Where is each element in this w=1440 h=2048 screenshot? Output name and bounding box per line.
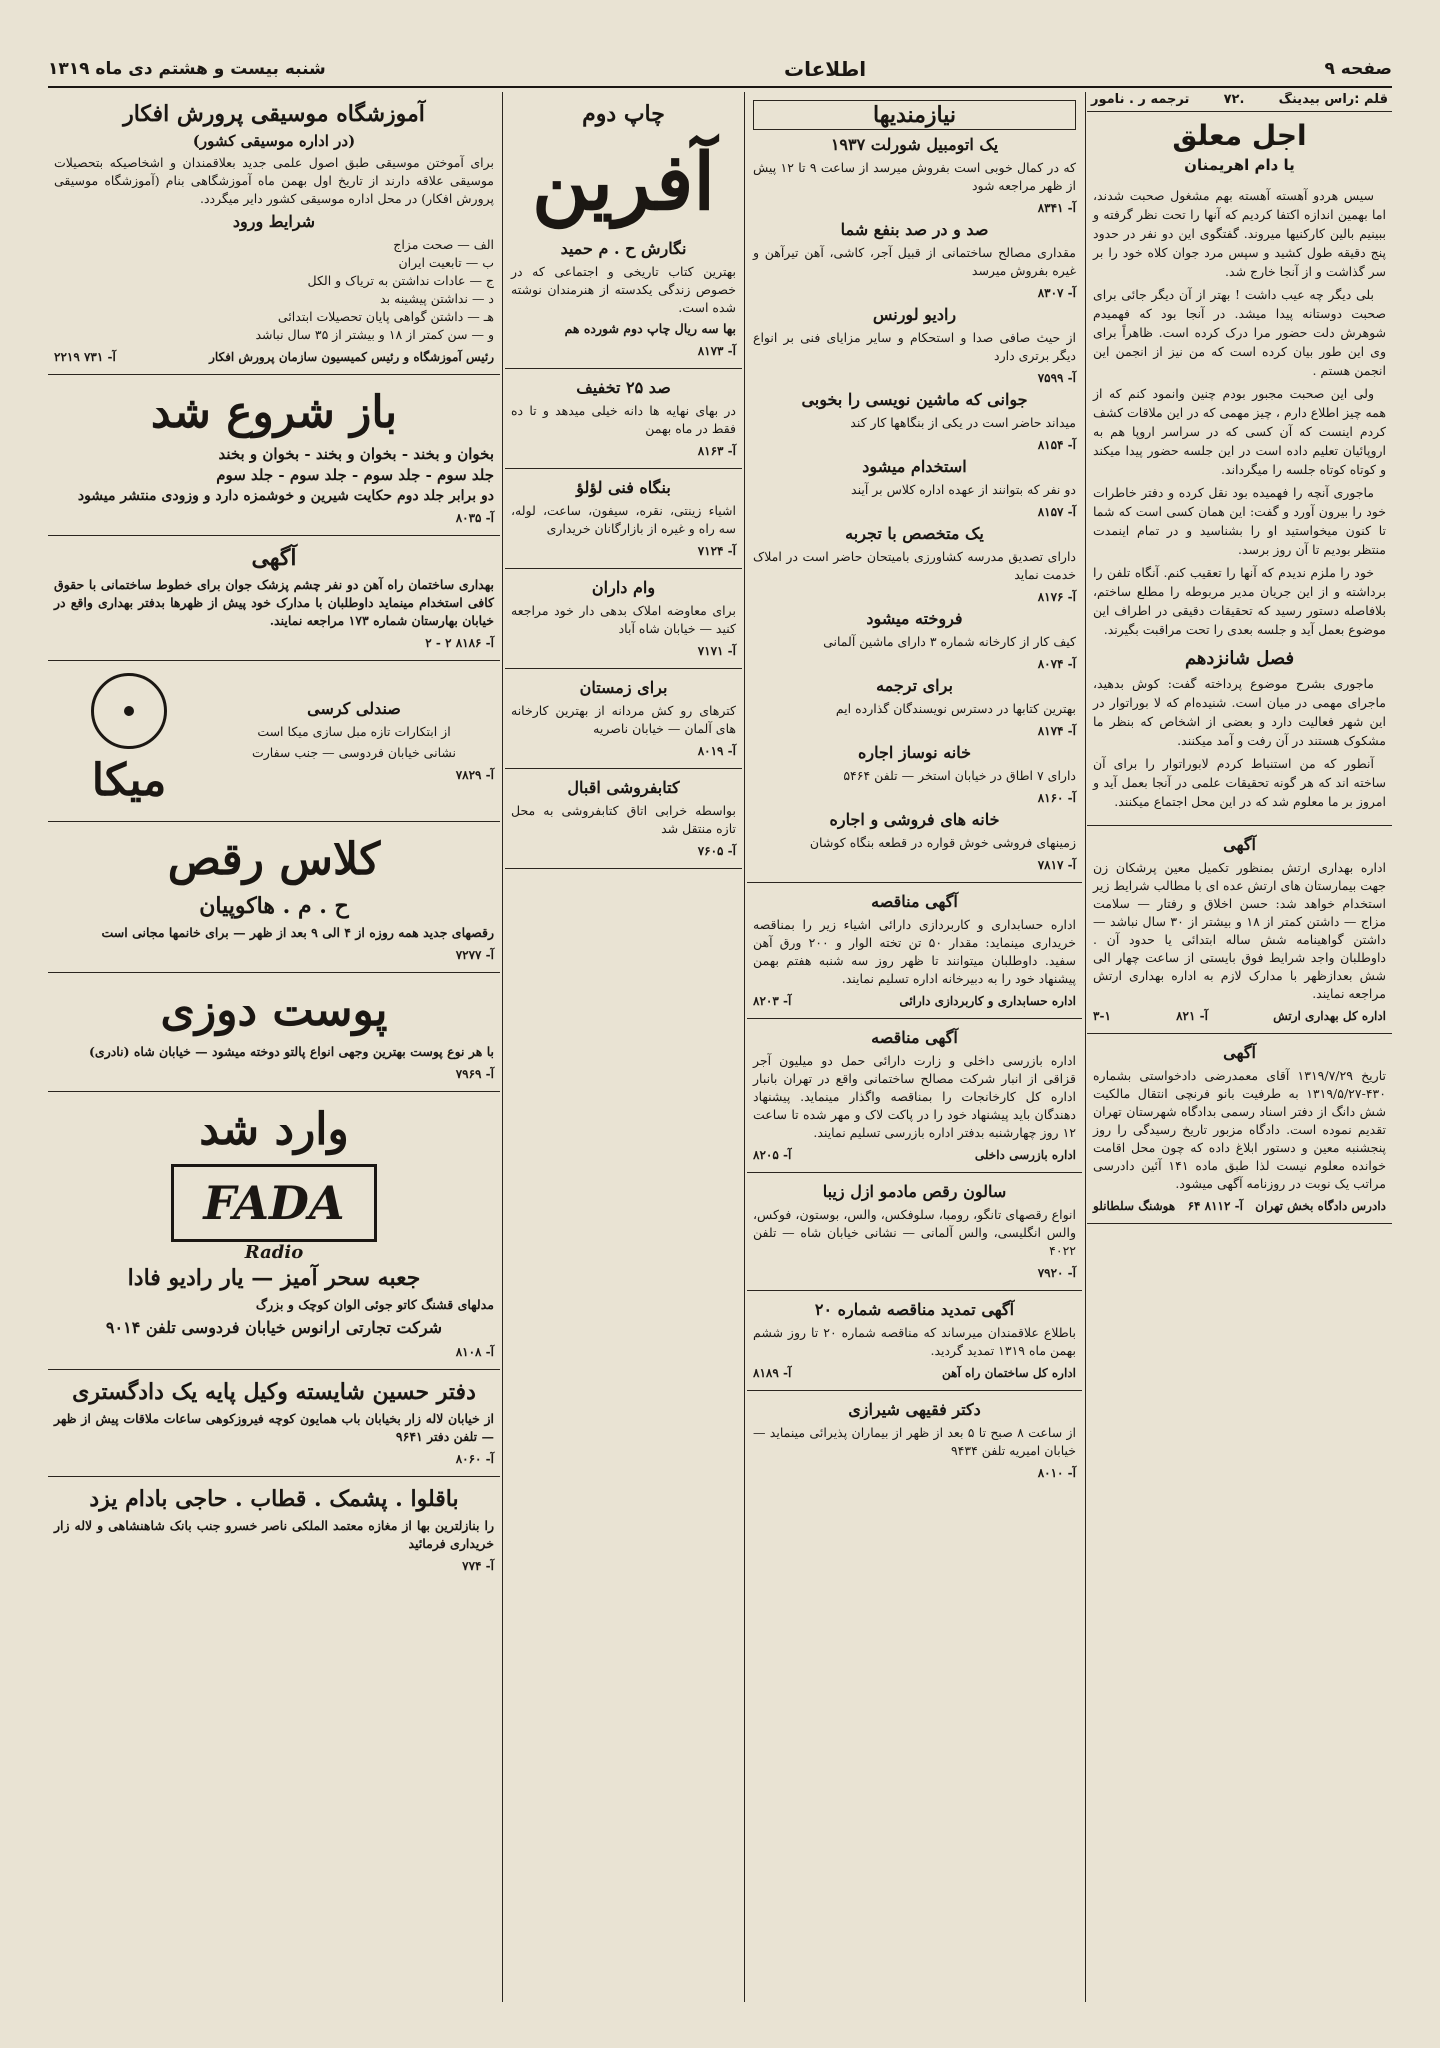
- installment-number: .۷۲: [1223, 92, 1245, 107]
- column-classifieds: [747, 92, 1082, 2002]
- classified-item: یک متخصص با تجربه دارای تصدیق مدرسه کشاورزی بامیتحان حاضر است در املاک خدمت نماید آ- ۸۱۷۶: [753, 524, 1076, 604]
- classified-item: برای ترجمه بهترین کتابها در دسترس نویسندگان گذارده ایم آ- ۸۱۷۴: [835, 676, 1076, 738]
- fada-logo: FADA: [171, 1164, 377, 1242]
- ad-lawyer-office: دفتر حسین شایسته وکیل پایه یک دادگستری از خیابان لاله زار بخیابان باب همایون کوچه فیروزکوهی ساعات ملاقات پیش از ظهر — تلفن دفتر ۹۶۴۱ آ- ۸۰۶۰: [48, 1370, 500, 1477]
- column-rule: [502, 92, 503, 2002]
- issue-date: شنبه بیست و هشتم دی ماه ۱۳۱۹: [48, 59, 326, 79]
- column-article: [1087, 92, 1392, 2002]
- ad-iqbal-bookstore: کتابفروشی اقبال بواسطه خرابی اتاق کتابفروشی به محل تازه منتقل شد آ- ۷۶۰۵: [505, 769, 742, 869]
- classified-item: یک اتومبیل شورلت ۱۹۳۷ که در کمال خوبی است بفروش میرسد از ساعت ۹ تا ۱۲ پیش از ظهر مراجعه شود آ- ۸۳۴۱: [753, 135, 1076, 215]
- reprint-heading: چاپ دوم: [582, 101, 665, 127]
- classified-item: صد و در صد بنفع شما مقداری مصالح ساختمانی از قبیل آجر، کاشی، آهن تیرآهن و غیره بفروش میرسد آ- ۸۳۰۷: [753, 220, 1076, 300]
- ad-court-notice: [1087, 1034, 1392, 1224]
- ad-tender-railway: آگهی تمدید مناقصه شماره ۲۰ باطلاع علاقمندان میرساند که مناقصه شماره ۲۰ تا روز ششم بهمن ماه ۱۳۱۹ تمدید گردید. اداره کل ساختمان راه آهن آ- ۸۱۸۹: [747, 1291, 1082, 1391]
- paragraph: خود را ملزم ندیدم که آنها را تعقیب کنم. آنگاه تلفن را برداشته و از این جریان مدیر مربوطه را مطلع ساختم، بلافاصله دستور رسید که تحقیقات دقیقی در اطراف این موضوع بعمل آید و جلسه بعدی را تحت مراقبت بگیرند.: [1093, 565, 1386, 637]
- column-books: [505, 92, 742, 1192]
- ad-footer: دادرس دادگاه بخش تهران آ- ۸۱۱۲ ۶۴ هوشنگ سلطانلو: [1093, 1199, 1386, 1213]
- paragraph: ولی این صحبت مجبور بودم چنین وانمود کنم که از همه چیز اطلاع دارم ، چیز مهمی که در این ملاقات کشف کردم اینست که آن کسی که در سراسر اروپا هم به اروپائیان تعلیم داده است در این جلسه حضور پیدا میکند و کوتاه کوتاه جلسه را میگرداند.: [1093, 386, 1386, 477]
- page-number: صفحه ۹: [1324, 59, 1392, 79]
- column-rule: [1085, 92, 1086, 2002]
- ad-railway-medical: آگهی بهداری ساختمان راه آهن دو نفر چشم پزشک جوان برای خطوط ساختمانی با حقوق کافی استخدام مینماید داوطلبان با مدارک خود پیش از ظهرها بدفتر بهداری واقع در خیابان بهارستان شماره ۱۷۳ مراجعه نمایند. آ- ۸۱۸۶ ۲ - ۲: [48, 536, 500, 661]
- ad-dance-class: کلاس رقص ح . م . هاکوپیان رقصهای جدید همه روزه از ۴ الی ۹ بعد از ظهر — برای خانمها مجانی است آ- ۷۲۷۷: [48, 822, 500, 973]
- ad-discount: صد ۲۵ تخفیف در بهای نهایه ها دانه خیلی میدهد و تا ده فقط در ماه بهمن آ- ۸۱۶۳: [505, 369, 742, 469]
- newspaper-name: اطلاعات: [784, 57, 867, 81]
- section-header: نیازمندیها: [753, 100, 1076, 130]
- paragraph: آنطور که من استنباط کردم لابوراتوار را برای آن ساخته اند که هر گونه تحقیقات علمی در آنجا بعمل آید و امروز بر ما معلوم شد که در این محل اجتماع میکنند.: [1093, 756, 1386, 809]
- book-author: نگارش ح . م حمید: [560, 239, 687, 258]
- ad-mika-furniture: صندلی کرسی از ابتکارات تازه مبل سازی میکا است نشانی خیابان فردوسی — جنب سفارت آ- ۷۸۲۹ میکا: [48, 661, 500, 822]
- ad-dance-salon: سالون رقص مادمو ازل زیبا انواع رقصهای تانگو، رومبا، سلوفکس، والس، بوستون، فوکس، والس انگلیسی، والس آلمانی — نشانی خیابان شاه — تلفن ۴۰۲۲ آ- ۷۹۲۰: [747, 1173, 1082, 1291]
- chapter-heading: فصل شانزدهم: [1184, 648, 1295, 669]
- ad-pearl-shop: بنگاه فنی لؤلؤ اشیاء زینتی، نقره، سیفون، ساعت، لوله، سه راه و غیره از بازارگانان خریداری آ- ۷۱۲۴: [505, 469, 742, 569]
- paragraph: ماجوری آنچه را فهمیده بود نقل کرده و دفتر خاطرات خود را بیرون آورد و گفت: این همان کسی است که شما تا کنون میخواستید او را بشناسید و در تمام اینمدت منتظر بودیم تا آن روز برسد.: [1093, 485, 1386, 557]
- classified-item: رادیو لورنس از حیث صافی صدا و استحکام و سایر مزایای فنی بر انواع دیگر برتری دارد آ- ۷۵۹۹: [753, 305, 1076, 385]
- author: قلم :راس بیدینگ: [1278, 92, 1388, 107]
- ad-army-medical: [1087, 825, 1392, 1034]
- ad-fada-radio: وارد شد FADA Radio جعبه سحر آمیز — یار رادیو فادا مدلهای قشنگ کاتو جوئی الوان کوچک و بزرگ شرکت تجارتی ارانوس خیابان فردوسی تلفن ۹۰۱۴ آ- ۸۱۰۸: [48, 1092, 500, 1370]
- brand-logo: میکا: [91, 755, 167, 806]
- fada-logo-sub: Radio: [244, 1242, 304, 1263]
- ad-text: تاریخ ۱۳۱۹/۷/۲۹ آقای معمدرضی دادخواستی بشماره ۴۳۰-۱۳۱۹/۵/۲۷ به طرفیت بانو فرنچی انتقال مالکیت شش دانگ از دفتر اسناد رسمی بدادگاه شهرستان تهران تقدیم نموده است. دادگاه مزبور تاریخ رسیدگی را روز پنجشنبه معین و دستور ابلاغ داده که چون محل اقامت خوانده معلوم نیست لذا طبق ماده ۱۴۱ آئین دادرسی مراتب یک نوبت در روزنامه آگهی میشود.: [1093, 1068, 1386, 1191]
- translator: ترجمه ر . نامور: [1091, 92, 1190, 107]
- ad-needs: [747, 92, 1082, 883]
- classified-item: جوانی که ماشین نویسی را بخوبی میداند حاضر است در یکی از بنگاهها کار کند آ- ۸۱۵۴: [801, 390, 1076, 452]
- ad-title: آگهی: [1223, 835, 1256, 854]
- classified-item: فروخته میشود کیف کار از کارخانه شماره ۳ دارای ماشین آلمانی آ- ۸۰۷۴: [823, 609, 1076, 671]
- ad-doctor: دکتر فقیهی شیرازی از ساعت ۸ صبح تا ۵ بعد از ظهر از بیماران پذیرائی مینماید — خیابان امیریه تلفن ۹۴۳۴ آ- ۸۰۱۰: [753, 1400, 1076, 1480]
- article-byline: [1087, 92, 1392, 112]
- ad-book-reprint: باز شروع شد بخوان و بخند - بخوان و بخند - بخوان و بخند جلد سوم - جلد سوم - جلد سوم - جلد سوم دو برابر جلد دوم حکایت شیرین و خوشمزه دارد و وزودی منتشر میشود آ- ۸۰۳۵: [48, 375, 500, 536]
- column-rule: [744, 92, 745, 2002]
- ad-sweets: باقلوا . پشمک . قطاب . حاجی بادام یزد را بنازلترین بها از مغازه معتمد الملکی ناصر خسرو جنب بانک شاهنشاهی و لاله زار خریداری فرمائید آ- ۷۷۴: [54, 1486, 494, 1573]
- article-title: اجل معلق: [1172, 119, 1307, 152]
- article-body: [1087, 182, 1392, 819]
- column-display-ads: [48, 92, 500, 2002]
- paragraph: ماجوری بشرح موضوع پرداخته گفت: کوش بدهید، ماجرای مهمی در میان است. شنیده‌ام که لا بوراتوار در این شهر فعالیت دارد و بعضی از اشخاص که بنظر ما مشکوک هستند در آن رفت و آمد میکنند.: [1093, 676, 1386, 748]
- conditions-list: الف — صحت مزاج ب — تابعیت ایران ج — عادات نداشتن به تریاک و الکل د — نداشتن پیشینه بد هـ — داشتن گواهی پایان تحصیلات ابتدائی و — سن کمتر از ۱۸ و بیشتر از ۳۵ سال نباشد: [255, 237, 494, 342]
- book-title: آفرین: [531, 137, 716, 228]
- ad-music-school: آموزشگاه موسیقی پرورش افکار (در اداره موسیقی کشور) برای آموختن موسیقی طبق اصول علمی جدید بعلاقمندان و اشخاصیکه بتحصیلات موسیقی علاقه دارند از تاریخ اول بهمن ماه آموزشگاهی بنام (آموزشگاه موسیقی پرورش افکار) در محل اداره موسیقی کشور دایر میگردد. شرایط ورود الف — صحت مزاج ب — تابعیت ایران ج — عادات نداشتن به تریاک و الکل د — نداشتن پیشینه بد هـ — داشتن گواهی پایان تحصیلات ابتدائی و — سن کمتر از ۱۸ و بیشتر از ۳۵ سال نباشد رئیس آموزشگاه و رئیس کمیسیون سازمان پرورش افکار آ- ۷۳۱ ۲۲۱۹: [48, 92, 500, 375]
- classified-item: خانه های فروشی و اجاره زمینهای فروشی خوش قواره در قطعه بنگاه کوشان آ- ۷۸۱۷: [809, 810, 1076, 872]
- fan-logo-icon: [91, 673, 167, 749]
- ad-fur: پوست دوزی با هر نوع پوست بهترین وجهی انواع پالتو دوخته میشود — خیابان شاه (نادری) آ- ۷۹۶۹: [48, 973, 500, 1092]
- classified-item: خانه نوساز اجاره دارای ۷ اطاق در خیابان استخر — تلفن ۵۴۶۴ آ- ۸۱۶۰: [843, 743, 1076, 805]
- article-subtitle: یا دام اهریمنان: [1184, 156, 1295, 174]
- ad-footer: اداره کل بهداری ارتش آ- ۸۲۱ ۳-۱: [1093, 1009, 1386, 1023]
- paragraph: سیس هردو آهسته آهسته بهم مشغول صحبت شدند، اما بهمین اندازه اکتفا کردیم که آنها را تحت نظر گرفته و ببینیم بالین کارکنیها میروند. گفتگوی این دو نفر در حدود پنج دقیقه طول کشید و سپس مرد جوان کلاه خود را بر سر گذاشت و از آنجا خارج شد.: [1093, 188, 1386, 279]
- paragraph: بلی دیگر چه عیب داشت ! بهتر از آن دیگر جائی برای صحبت دوستانه پیدا میشد. در آنجا بود که فهمیدم شوهرش دلت حضور مرا درک کرده است. ظاهراً برای وی این طور بیان کرده است که من نیز از انجمن این انجمن هستم .: [1093, 287, 1386, 378]
- ad-book-afarin: چاپ دوم آفرین نگارش ح . م حمید بهترین کتاب تاریخی و اجتماعی که در خصوص زندگی یکدسته از هنرمندان نوشته شده است. بها سه ریال چاپ دوم شورده هم آ- ۸۱۷۳: [505, 92, 742, 369]
- ad-loans: وام داران برای معاوضه املاک بدهی دار خود مراجعه کنید — خیابان شاه آباد آ- ۷۱۷۱: [505, 569, 742, 669]
- classified-item: استخدام میشود دو نفر که بتوانند از عهده اداره کلاس بر آیند آ- ۸۱۵۷: [851, 457, 1076, 519]
- ad-tender-finance: آگهی مناقصه اداره حسابداری و کاربردازی دارائی اشیاء زیر را بمناقصه خریداری مینماید: مقدار ۵۰ تن تخته الوار و ۲۰۰ ورق آهن سفید. داوطلبان میتوانند تا ظهر روز سه شنبه هفتم بهمن پیشنهاد خود را به دبیرخانه اداره تسلیم نمایند. اداره حسابداری و کاربردازی دارائی آ- ۸۲۰۳: [747, 883, 1082, 1019]
- ad-tender-inspection: آگهی مناقصه اداره بازرسی داخلی و زارت دارائی حمل دو میلیون آجر قزاقی از انبار شرکت مصالح ساختمانی واقع در تهران بانبار اداره کل کارخانجات را بمناقصه واگذار مینماید. پیشنهاد دهندگان باید پیشنهاد خود را در پاکت لاک و مهر شده تا ساعت ۱۲ روز چهارشنبه بدفتر اداره بازرسی تسلیم نمایند. اداره بازرسی داخلی آ- ۸۲۰۵: [747, 1019, 1082, 1173]
- ad-title: آگهی: [1223, 1043, 1256, 1062]
- masthead: [48, 52, 1392, 88]
- ad-winter: برای زمستان کترهای رو کش مردانه از بهترین کارخانه های آلمان — خیابان ناصریه آ- ۸۰۱۹: [505, 669, 742, 769]
- ad-text: اداره بهداری ارتش بمنظور تکمیل معین پرشکان زن جهت بیمارستان های ارتش عده ای با مطالب شرایط زیر استخدام خواهد شد: حسن اخلاق و رفتار — سلامت مزاج — داشتن کمتر از ۱۸ و بیشتر از ۳۰ سال نباشد — داشتن گواهینامه شش ساله ابتدائی یا حدود آن . داوطلبان واجد شرایط فوق بایستی از ساعت چهار الی شش بعدازظهر با مدارک لازم به اداره بهداری ارتش مراجعه نمایند.: [1093, 860, 1386, 1001]
